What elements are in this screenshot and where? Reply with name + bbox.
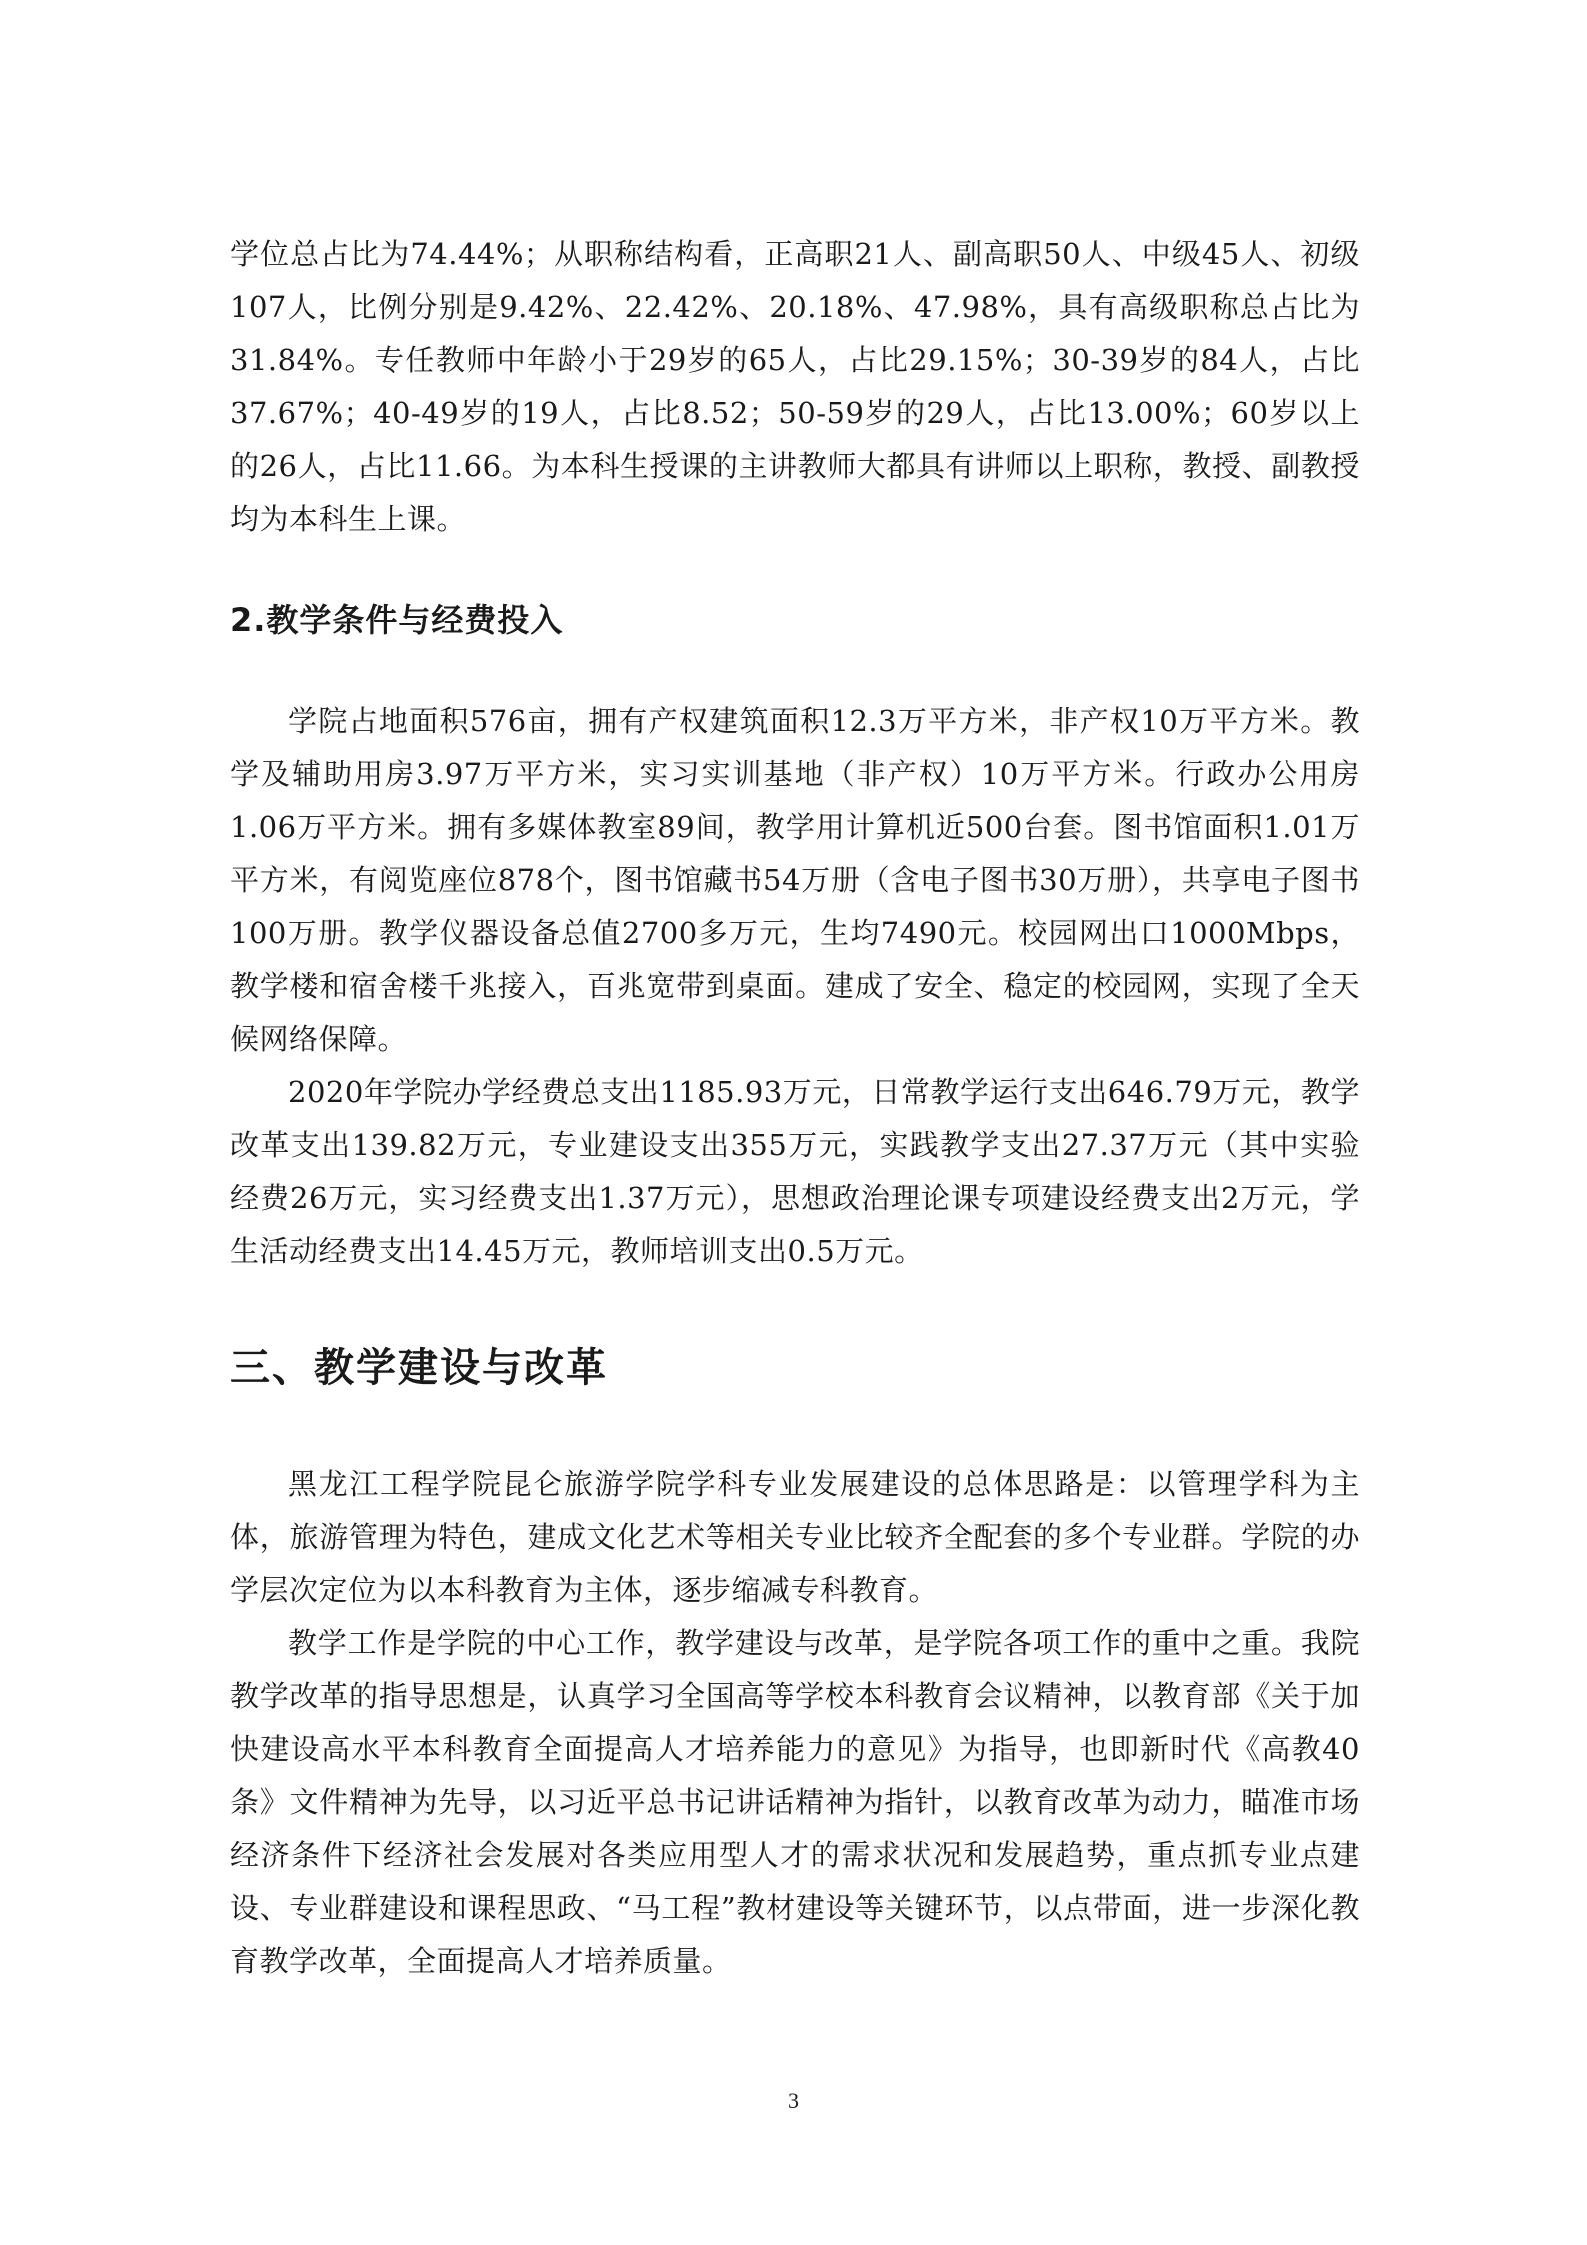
page-number: 3 <box>788 2088 799 2113</box>
section-heading-teaching-reform: 三、教学建设与改革 <box>230 1345 608 1391</box>
page-content <box>230 228 1360 1988</box>
paragraph-funding: 2020年学院办学经费总支出1185.93万元，日常教学运行支出646.79万元，教学改革支出139.82万元，专业建设支出355万元，实践教学支出27.37万元（其中实验经费26万元，实习经费支出1.37万元），思想政治理论课专项建设经费支出2万元，学生活动经费支出14.45万元，教师培训支出0.5万元。 <box>230 1075 1360 1268</box>
paragraph-facilities: 学院占地面积576亩，拥有产权建筑面积12.3万平方米，非产权10万平方米。教学及辅助用房3.97万平方米，实习实训基地（非产权）10万平方米。行政办公用房1.06万平方米。拥有多媒体教室89间，教学用计算机近500台套。图书馆面积1.01万平方米，有阅览座位878个，图书馆藏书54万册（含电子图书30万册），共享电子图书100万册。教学仪器设备总值2700多万元，生均7490元。校园网出口1000Mbps，教学楼和宿舍楼千兆接入，百兆宽带到桌面。建成了安全、稳定的校园网，实现了全天候网络保障。 <box>230 704 1360 1056</box>
paragraph-development-strategy: 黑龙江工程学院昆仑旅游学院学科专业发展建设的总体思路是：以管理学科为主体，旅游管理为特色，建成文化艺术等相关专业比较齐全配套的多个专业群。学院的办学层次定位为以本科教育为主体，逐步缩减专科教育。 <box>230 1467 1360 1607</box>
paragraph-reform-guidance: 教学工作是学院的中心工作，教学建设与改革，是学院各项工作的重中之重。我院教学改革的指导思想是，认真学习全国高等学校本科教育会议精神，以教育部《关于加快建设高水平本科教育全面提高人才培养能力的意见》为指导，也即新时代《高教40条》文件精神为先导，以习近平总书记讲话精神为指针，以教育改革为动力，瞄准市场经济条件下经济社会发展对各类应用型人才的需求状况和发展趋势，重点抓专业点建设、专业群建设和课程思政、“马工程”教材建设等关键环节，以点带面，进一步深化教育教学改革，全面提高人才培养质量。 <box>230 1626 1360 1978</box>
section-heading-teaching-conditions: 2.教学条件与经费投入 <box>230 601 564 639</box>
intro-paragraph: 学位总占比为74.44%；从职称结构看，正高职21人、副高职50人、中级45人、初级107人，比例分别是9.42%、22.42%、20.18%、47.98%，具有高级职称总占比为31.84%。专任教师中年龄小于29岁的65人，占比29.15%；30-39岁的84人，占比37.67%；40-49岁的19人，占比8.52；50-59岁的29人，占比13.00%；60岁以上的26人，占比11.66。为本科生授课的主讲教师大都具有讲师以上职称，教授、副教授均为本科生上课。 <box>230 237 1360 536</box>
